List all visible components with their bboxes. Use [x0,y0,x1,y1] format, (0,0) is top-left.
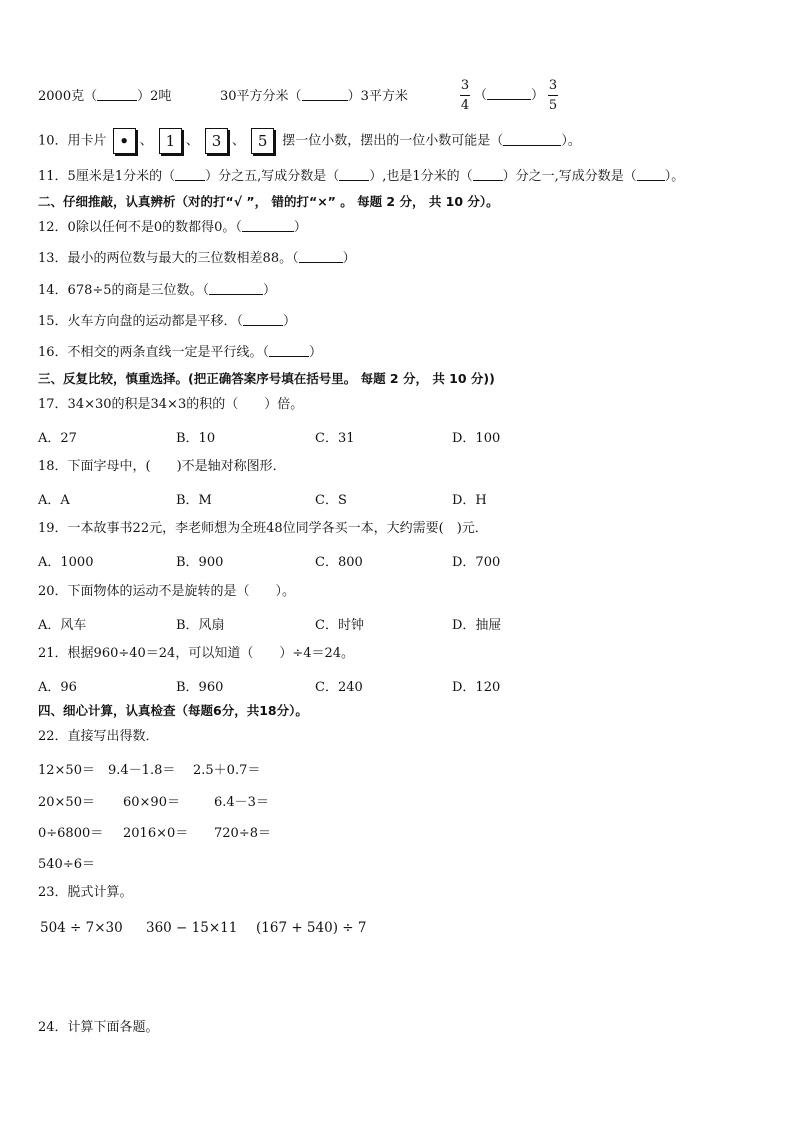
answer-blank[interactable] [299,250,343,263]
conv-b-right: 3平方米 [360,89,408,104]
question-13: 13．最小的两位数与最大的三位数相差88。（ ） [38,251,356,266]
calc-item: 540÷6＝ [38,857,95,872]
question-24: 24．计算下面各题。 [38,1020,159,1035]
question-17: 17．34×30的积是34×3的积的（ ）倍。 [38,397,304,412]
question-21: 21．根据960÷40＝24，可以知道（ ）÷4＝24。 [38,646,355,661]
answer-blank[interactable] [209,282,263,295]
answer-blank[interactable] [269,344,309,357]
calc-item: 6.4－3＝ [214,795,269,810]
option-b[interactable]: B．960 [176,680,224,695]
card-3: 3 [205,128,228,154]
question-20: 20．下面物体的运动不是旋转的是（ ）。 [38,584,296,599]
conversion-row-b: 30平方分米（ ）3平方米 [220,89,408,104]
card-1: 1 [159,128,182,154]
option-d[interactable]: D．120 [452,680,501,695]
expression-1: 504 ÷ 7×30 [40,920,123,936]
calc-item: 0÷6800＝ [38,826,104,841]
question-18: 18．下面字母中，( )不是轴对称图形． [38,459,286,474]
question-23: 23．脱式计算。 [38,885,133,900]
fraction-left: $\frac{3}{4}$ [460,78,470,113]
question-10: 10．用卡片 • 、 1 、 3 、 5 摆一位小数，摆出的一位小数可能是（ ）。 [38,128,581,155]
card-5: 5 [251,128,274,154]
conv-a-right: 2吨 [150,89,172,104]
calc-item: 12×50＝ [38,763,95,778]
answer-blank[interactable] [503,133,561,146]
option-c[interactable]: C．时钟 [315,618,364,633]
answer-blank[interactable] [473,168,503,181]
calc-item: 60×90＝ [123,795,180,810]
expression-2: 360 − 15×11 [146,920,238,936]
option-a[interactable]: A．1000 [38,555,94,570]
option-a[interactable]: A．96 [38,680,77,695]
option-b[interactable]: B．10 [176,431,216,446]
calc-item: 9.4－1.8＝ [108,763,176,778]
option-d[interactable]: D．100 [452,431,501,446]
option-a[interactable]: A．A [38,493,70,508]
card-dot: • [113,128,136,154]
calc-item: 2.5＋0.7＝ [193,763,261,778]
question-19: 19．一本故事书22元，李老师想为全班48位同学各买一本，大约需要( )元． [38,521,488,536]
answer-blank[interactable] [339,168,369,181]
answer-blank[interactable] [242,219,294,232]
option-b[interactable]: B．900 [176,555,224,570]
answer-blank[interactable] [243,313,283,326]
question-11: 11．5厘米是1分米的（ ）分之五,写成分数是（ ）,也是1分米的（ ）分之一,写成分数是（ ）。 [38,169,685,184]
answer-blank[interactable] [637,168,665,181]
answer-blank[interactable] [175,168,205,181]
conversion-row-c: $\frac{3}{4}$ （ ） $\frac{3}{5}$ [460,78,558,113]
section-3-title: 三、反复比较，慎重选择。(把正确答案序号填在括号里。 每题 2 分， 共 10 分)) [38,371,495,386]
option-c[interactable]: C．S [315,493,347,508]
question-14: 14．678÷5的商是三位数。（ ） [38,283,277,298]
option-c[interactable]: C．800 [315,555,363,570]
question-22: 22．直接写出得数． [38,729,159,744]
expression-3: (167 + 540) ÷ 7 [256,920,367,936]
option-b[interactable]: B．M [176,493,212,508]
calc-item: 2016×0＝ [123,826,189,841]
option-d[interactable]: D．H [452,493,487,508]
question-16: 16．不相交的两条直线一定是平行线。（ ） [38,345,323,360]
calc-item: 20×50＝ [38,795,95,810]
option-d[interactable]: D．700 [452,555,501,570]
option-a[interactable]: A．27 [38,431,77,446]
answer-blank[interactable] [487,87,531,100]
conversion-row: 2000克（ ）2吨 [38,89,172,104]
option-d[interactable]: D．抽屉 [452,618,502,633]
question-12: 12．0除以任何不是0的数都得0。（ ） [38,220,307,235]
fraction-right: $\frac{3}{5}$ [548,78,558,113]
option-c[interactable]: C．31 [315,431,355,446]
answer-blank[interactable] [302,88,348,101]
calc-item: 720÷8＝ [214,826,271,841]
section-2-title: 二、仔细推敲，认真辨析（对的打“√ ”， 错的打“×” 。 每题 2 分， 共 10 分）。 [38,194,499,209]
option-c[interactable]: C．240 [315,680,363,695]
conv-b-left: 30平方分米 [220,89,289,104]
option-b[interactable]: B．风扇 [176,618,225,633]
question-15: 15．火车方向盘的运动都是平移．（ ） [38,314,297,329]
answer-blank[interactable] [97,88,137,101]
section-4-title: 四、细心计算，认真检查（每题6分，共18分）。 [38,703,308,718]
option-a[interactable]: A．风车 [38,618,87,633]
conv-a-left: 2000克 [38,89,85,104]
